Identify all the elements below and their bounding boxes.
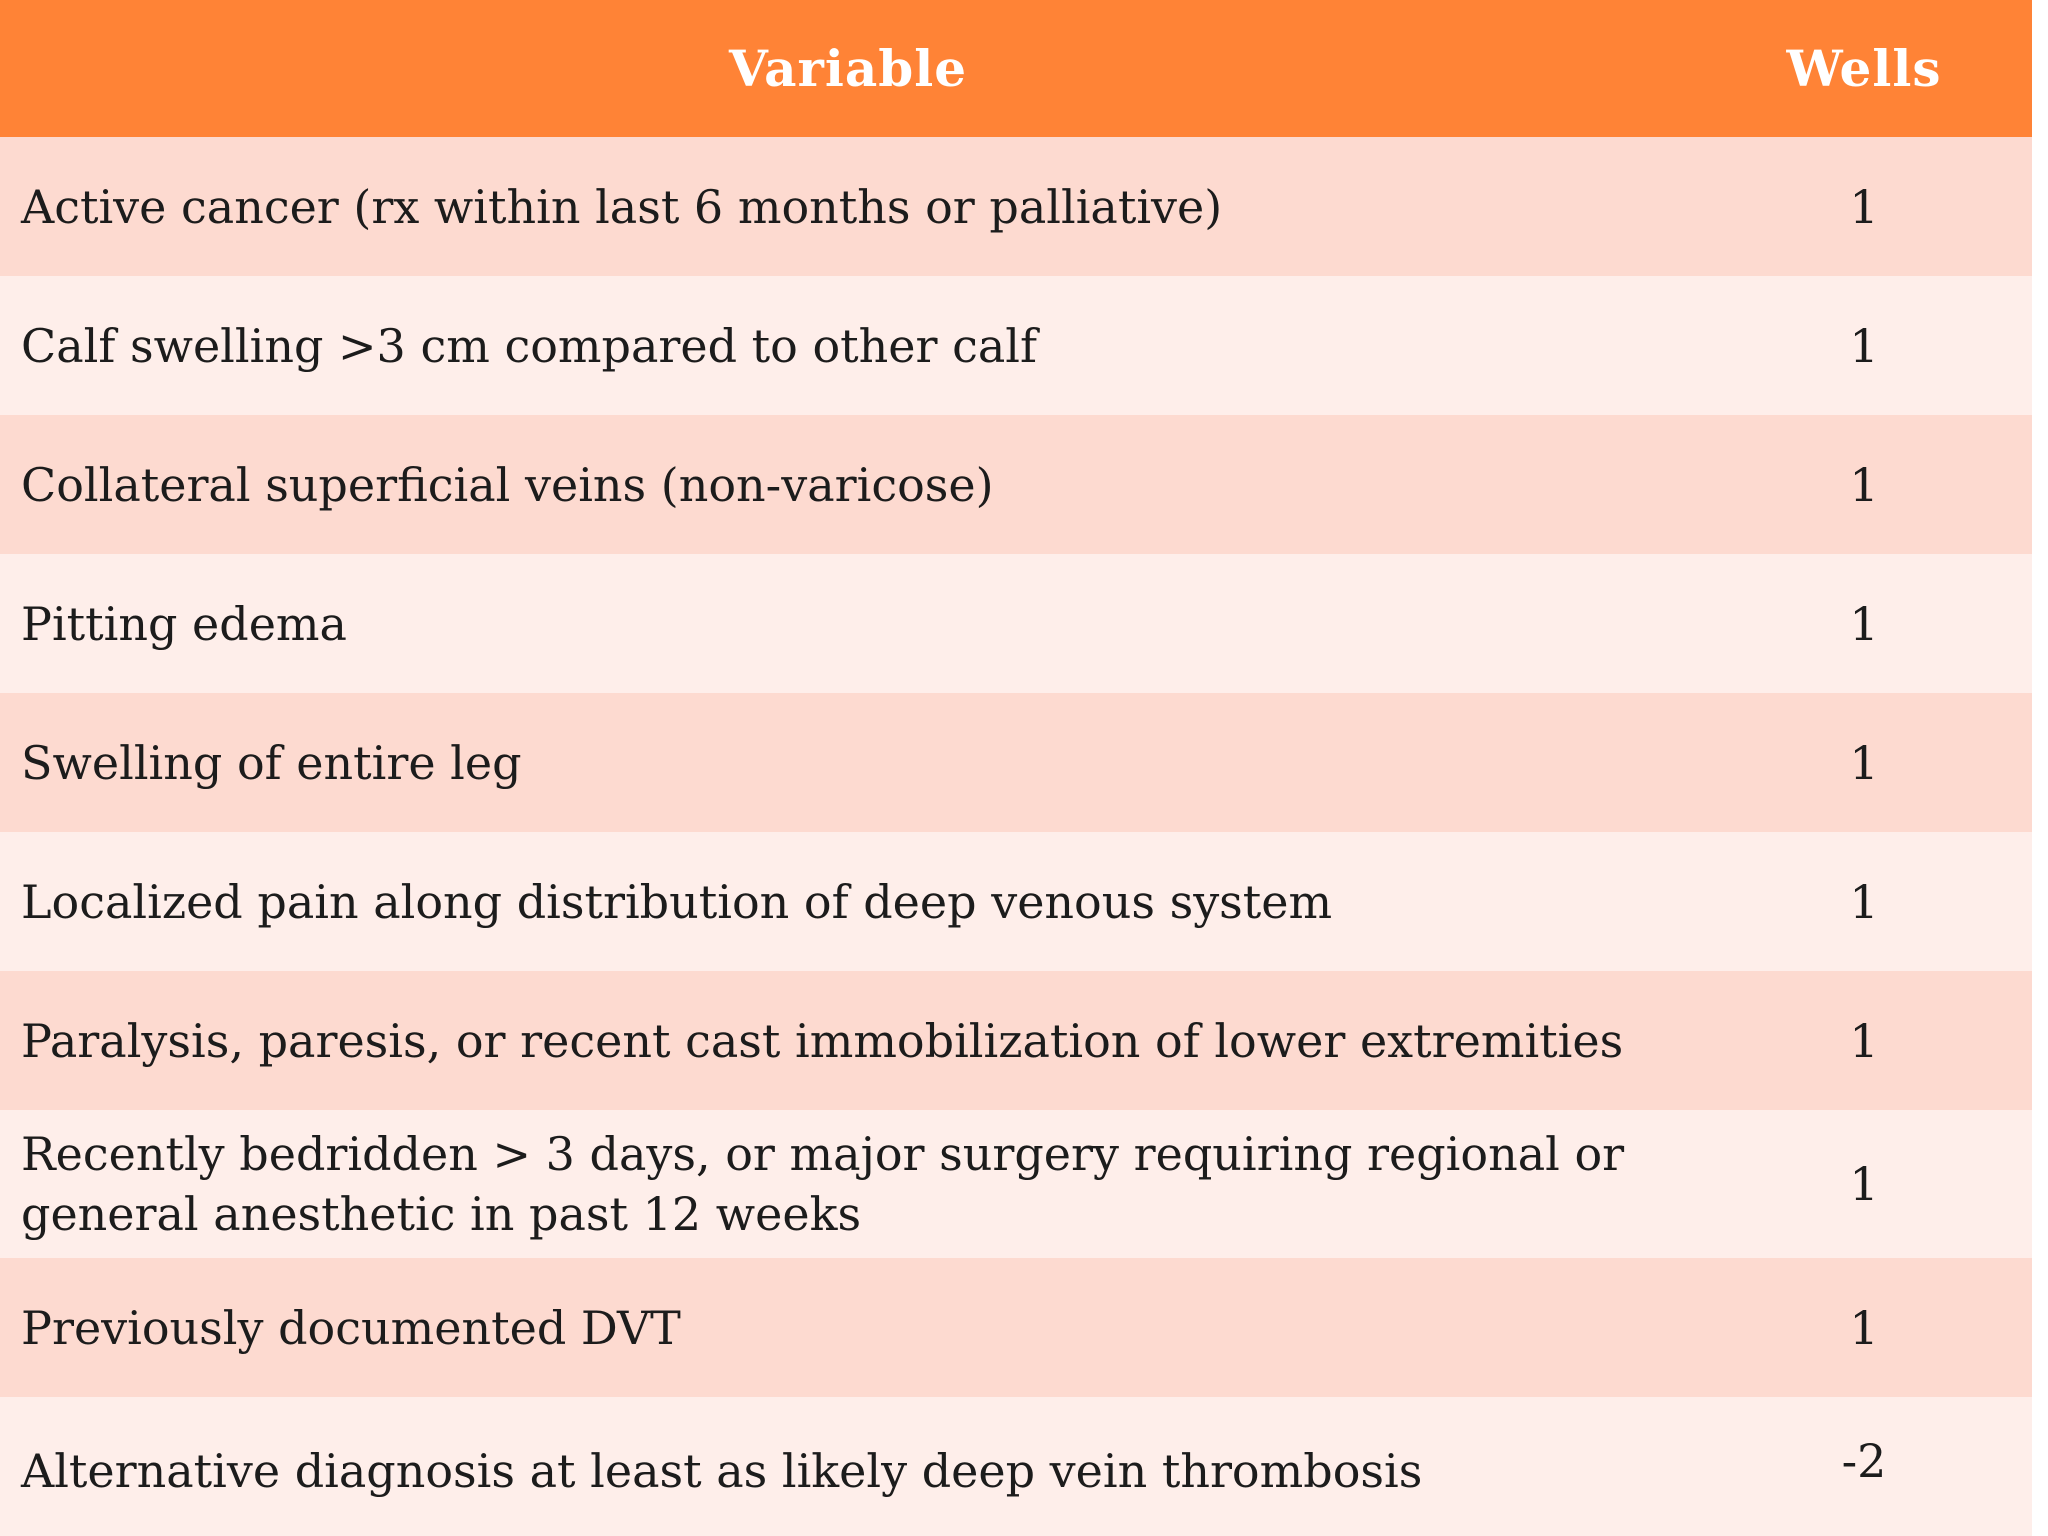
- variable-cell: Calf swelling >3 cm compared to other calf: [21, 318, 1038, 373]
- table-row: [0, 971, 2032, 1110]
- variable-cell: Alternative diagnosis at least as likely deep vein thrombosis: [21, 1444, 1423, 1498]
- score-cell: 1: [1849, 735, 1879, 790]
- score-cell: 1: [1849, 1157, 1879, 1211]
- table-row: [0, 832, 2032, 971]
- table-row: [0, 415, 2032, 554]
- table-row: [0, 1397, 2032, 1536]
- table-body: [0, 137, 2032, 1536]
- header-wells: Wells: [1786, 39, 1942, 98]
- variable-cell: Localized pain along distribution of deep venous system: [21, 874, 1333, 929]
- score-cell: 1: [1849, 1300, 1879, 1355]
- header-row: [0, 0, 2032, 137]
- table-row: [0, 693, 2032, 832]
- variable-cell: Swelling of entire leg: [21, 735, 522, 790]
- variable-cell: Previously documented DVT: [21, 1300, 681, 1355]
- score-cell: 1: [1849, 457, 1879, 512]
- header-variable: Variable: [728, 39, 968, 98]
- score-cell: 1: [1849, 1013, 1879, 1068]
- variable-cell: Paralysis, paresis, or recent cast immobilization of lower extremities: [21, 1013, 1624, 1068]
- variable-cell: Pitting edema: [21, 596, 347, 651]
- score-cell: 1: [1849, 596, 1879, 651]
- table-row: [0, 137, 2032, 276]
- table-row: [0, 276, 2032, 415]
- table-header: [0, 0, 2032, 137]
- variable-cell: Active cancer (rx within last 6 months or palliative): [21, 179, 1223, 234]
- variable-cell: Recently bedridden > 3 days, or major surgery requiring regional or general anesthetic in past 12 weeks: [21, 1127, 1625, 1241]
- score-cell: 1: [1849, 179, 1879, 234]
- score-cell: -2: [1841, 1434, 1887, 1488]
- table-row: [0, 1258, 2032, 1397]
- variable-cell: Collateral superficial veins (non-varicose): [21, 457, 994, 512]
- table-row: [0, 1110, 2032, 1258]
- score-cell: 1: [1849, 874, 1879, 929]
- score-cell: 1: [1849, 318, 1879, 373]
- table-row: [0, 554, 2032, 693]
